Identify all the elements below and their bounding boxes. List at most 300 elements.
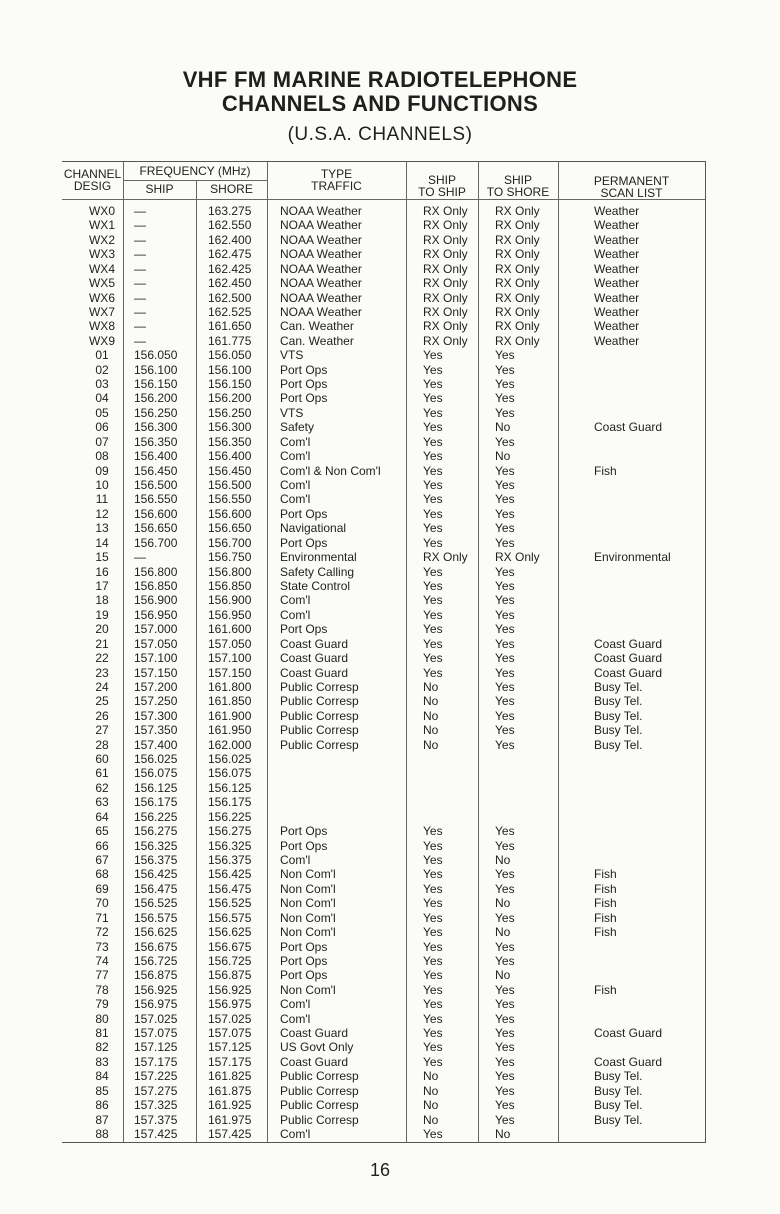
channel-desig-cell: 66 — [95, 838, 109, 853]
ship-frequency-cell: 157.200 — [134, 679, 178, 694]
traffic-type-cell: Non Com'l — [280, 896, 336, 911]
channel-desig-cell: 24 — [95, 679, 109, 694]
ship-frequency-cell: — — [134, 232, 146, 247]
shore-frequency-cell: 162.425 — [208, 261, 252, 276]
ship-to-shore-cell: Yes — [495, 1011, 515, 1026]
ship-to-ship-cell: No — [423, 1083, 439, 1098]
shore-frequency-cell: 156.075 — [208, 766, 252, 781]
scan-list-cell: Coast Guard — [594, 636, 663, 651]
header-type — [267, 168, 406, 192]
header-type-line2: TRAFFIC — [311, 179, 362, 193]
shore-frequency-cell: 161.900 — [208, 708, 252, 723]
shore-frequency-cell: 157.025 — [208, 1011, 252, 1026]
traffic-type-cell: VTS — [280, 405, 304, 420]
ship-frequency-cell: 156.725 — [134, 953, 178, 968]
table-row — [62, 666, 705, 680]
channel-desig-cell: 83 — [95, 1054, 109, 1069]
table-row — [62, 391, 705, 405]
ship-to-ship-cell: Yes — [423, 1127, 443, 1141]
table-row — [62, 766, 705, 780]
table-row — [62, 1055, 705, 1069]
table-row — [62, 593, 705, 607]
ship-frequency-cell: 156.500 — [134, 478, 178, 493]
shore-frequency-cell: 161.825 — [208, 1069, 252, 1084]
title-line-2: CHANNELS AND FUNCTIONS — [221, 91, 539, 116]
table-row — [62, 464, 705, 478]
traffic-type-cell: Non Com'l — [280, 982, 336, 997]
channel-desig-cell: 62 — [95, 780, 109, 795]
scan-list-cell: Fish — [594, 463, 617, 478]
ship-frequency-cell: 156.075 — [134, 766, 178, 781]
traffic-type-cell: Port Ops — [280, 953, 328, 968]
ship-frequency-cell: 156.600 — [134, 506, 178, 521]
ship-frequency-cell: 157.350 — [134, 723, 178, 738]
traffic-type-cell: Com'l — [280, 1127, 311, 1141]
ship-to-ship-cell: RX Only — [423, 550, 468, 565]
ship-to-ship-cell: No — [423, 1069, 439, 1084]
ship-to-shore-cell: Yes — [495, 521, 515, 536]
ship-to-shore-cell: Yes — [495, 651, 515, 666]
ship-to-ship-cell: RX Only — [423, 232, 468, 247]
table-row — [62, 824, 705, 838]
ship-to-shore-cell: No — [495, 925, 511, 940]
scan-list-cell: Fish — [594, 867, 617, 882]
traffic-type-cell: Port Ops — [280, 377, 328, 392]
ship-to-ship-cell: No — [423, 708, 439, 723]
table-row — [62, 997, 705, 1011]
ship-to-ship-cell: Yes — [423, 377, 443, 392]
scan-list-cell: Fish — [594, 896, 617, 911]
channel-desig-cell: 64 — [95, 809, 109, 824]
header-ship-to-ship — [406, 174, 478, 198]
title-line-1: VHF FM MARINE RADIOTELEPHONE — [182, 67, 578, 92]
ship-frequency-cell: 156.025 — [134, 752, 178, 767]
ship-to-shore-cell: Yes — [495, 1054, 515, 1069]
traffic-type-cell: Port Ops — [280, 622, 328, 637]
ship-to-shore-cell: Yes — [495, 434, 515, 449]
table-row — [62, 233, 705, 247]
shore-frequency-cell: 156.425 — [208, 867, 252, 882]
shore-frequency-cell: 156.275 — [208, 824, 252, 839]
channel-desig-cell: 15 — [95, 550, 109, 565]
shore-frequency-cell: 156.475 — [208, 881, 252, 896]
ship-to-ship-cell: Yes — [423, 1054, 443, 1069]
table-row — [62, 478, 705, 492]
ship-to-shore-cell: No — [495, 449, 511, 464]
table-row — [62, 795, 705, 809]
ship-frequency-cell: 156.900 — [134, 593, 178, 608]
table-row — [62, 377, 705, 391]
channel-desig-cell: 23 — [95, 665, 109, 680]
shore-frequency-cell: 156.100 — [208, 362, 252, 377]
ship-frequency-cell: 156.675 — [134, 939, 178, 954]
channel-desig-cell: WX4 — [88, 261, 115, 276]
shore-frequency-cell: 156.500 — [208, 478, 252, 493]
scan-list-cell: Coast Guard — [594, 420, 663, 435]
shore-frequency-cell: 161.925 — [208, 1098, 252, 1113]
ship-to-shore-cell: Yes — [495, 478, 515, 493]
channel-desig-cell: 08 — [95, 449, 109, 464]
scan-list-cell: Coast Guard — [594, 665, 663, 680]
ship-to-shore-cell: RX Only — [495, 304, 540, 319]
channel-desig-cell: 18 — [95, 593, 109, 608]
ship-to-ship-cell: Yes — [423, 564, 443, 579]
ship-to-shore-cell: Yes — [495, 1040, 515, 1055]
ship-frequency-cell: 157.100 — [134, 651, 178, 666]
traffic-type-cell: Com'l — [280, 593, 311, 608]
ship-frequency-cell: 157.150 — [134, 665, 178, 680]
traffic-type-cell: Safety Calling — [280, 564, 355, 579]
ship-to-shore-cell: Yes — [495, 622, 515, 637]
ship-to-ship-cell: RX Only — [423, 304, 468, 319]
ship-frequency-cell: — — [134, 276, 146, 291]
channel-desig-cell: 01 — [95, 348, 109, 363]
scan-list-cell: Fish — [594, 910, 617, 925]
ship-to-ship-cell: No — [423, 1112, 439, 1127]
ship-frequency-cell: — — [134, 290, 146, 305]
ship-frequency-cell: 157.300 — [134, 708, 178, 723]
channel-desig-cell: WX2 — [88, 232, 115, 247]
ship-frequency-cell: 156.475 — [134, 881, 178, 896]
table-row — [62, 940, 705, 954]
ship-to-ship-cell: Yes — [423, 939, 443, 954]
ship-to-shore-cell: RX Only — [495, 319, 540, 334]
traffic-type-cell: Coast Guard — [280, 651, 349, 666]
channel-desig-cell: 60 — [95, 752, 109, 767]
shore-frequency-cell: 156.025 — [208, 752, 252, 767]
ship-to-ship-cell: RX Only — [423, 204, 468, 218]
shore-frequency-cell: 157.075 — [208, 1026, 252, 1041]
channel-desig-cell: 61 — [95, 766, 109, 781]
ship-to-shore-cell: Yes — [495, 1026, 515, 1041]
traffic-type-cell: Coast Guard — [280, 636, 349, 651]
scan-list-cell: Coast Guard — [594, 1054, 663, 1069]
table-row — [62, 781, 705, 795]
ship-to-shore-cell: RX Only — [495, 276, 540, 291]
ship-frequency-cell: 156.875 — [134, 968, 178, 983]
channel-desig-cell: 82 — [95, 1040, 109, 1055]
ship-to-shore-cell: Yes — [495, 1112, 515, 1127]
ship-to-ship-cell: Yes — [423, 478, 443, 493]
table-row — [62, 608, 705, 622]
shore-frequency-cell: 161.875 — [208, 1083, 252, 1098]
shore-frequency-cell: 156.700 — [208, 535, 252, 550]
table-row — [62, 1012, 705, 1026]
scan-list-cell: Busy Tel. — [594, 1069, 643, 1084]
ship-to-shore-cell: No — [495, 420, 511, 435]
ship-to-ship-cell: Yes — [423, 852, 443, 867]
ship-to-shore-cell: Yes — [495, 679, 515, 694]
channel-desig-cell: WX0 — [88, 204, 115, 218]
header-scan-list — [558, 175, 705, 199]
table-row — [62, 262, 705, 276]
scan-list-cell: Busy Tel. — [594, 708, 643, 723]
ship-frequency-cell: 157.000 — [134, 622, 178, 637]
traffic-type-cell: Non Com'l — [280, 925, 336, 940]
traffic-type-cell: Public Corresp — [280, 1069, 359, 1084]
channel-desig-cell: WX5 — [88, 276, 115, 291]
shore-frequency-cell: 156.525 — [208, 896, 252, 911]
shore-frequency-cell: 162.400 — [208, 232, 252, 247]
scan-list-cell: Busy Tel. — [594, 1112, 643, 1127]
header-ship-to-ship-line2: TO SHIP — [418, 185, 466, 199]
traffic-type-cell: VTS — [280, 348, 304, 363]
channel-desig-cell: WX1 — [88, 218, 115, 233]
ship-to-ship-cell: RX Only — [423, 290, 468, 305]
ship-frequency-cell: 157.325 — [134, 1098, 178, 1113]
ship-to-shore-cell: Yes — [495, 535, 515, 550]
ship-to-shore-cell: Yes — [495, 1069, 515, 1084]
traffic-type-cell: Coast Guard — [280, 1026, 349, 1041]
ship-to-ship-cell: RX Only — [423, 319, 468, 334]
channel-desig-cell: WX9 — [88, 333, 115, 348]
channel-desig-cell: 71 — [95, 910, 109, 925]
header-channel-line2: DESIG — [73, 179, 112, 193]
table-row — [62, 406, 705, 420]
traffic-type-cell: Com'l & Non Com'l — [280, 463, 381, 478]
traffic-type-cell: Non Com'l — [280, 867, 336, 882]
page-number: 16 — [369, 1160, 391, 1180]
traffic-type-cell: Public Corresp — [280, 737, 359, 752]
table-row — [62, 305, 705, 319]
table-row — [62, 738, 705, 752]
table-row — [62, 983, 705, 997]
ship-to-ship-cell: Yes — [423, 362, 443, 377]
ship-frequency-cell: 156.700 — [134, 535, 178, 550]
traffic-type-cell: Public Corresp — [280, 723, 359, 738]
table-row — [62, 1098, 705, 1112]
ship-to-shore-cell: Yes — [495, 953, 515, 968]
scan-list-cell: Busy Tel. — [594, 723, 643, 738]
ship-to-shore-cell: Yes — [495, 506, 515, 521]
ship-to-shore-cell: Yes — [495, 463, 515, 478]
page-title — [0, 68, 760, 116]
channel-desig-cell: 77 — [95, 968, 109, 983]
channel-desig-cell: 03 — [95, 377, 109, 392]
ship-frequency-cell: — — [134, 261, 146, 276]
ship-frequency-cell: 156.100 — [134, 362, 178, 377]
table-row — [62, 925, 705, 939]
ship-to-shore-cell: Yes — [495, 578, 515, 593]
header-ship-to-ship-line1: SHIP — [427, 173, 456, 187]
ship-frequency-cell: 156.975 — [134, 997, 178, 1012]
scan-list-cell: Fish — [594, 881, 617, 896]
channel-desig-cell: 65 — [95, 824, 109, 839]
table-row — [62, 291, 705, 305]
channel-desig-cell: WX8 — [88, 319, 115, 334]
header-scan-line2: SCAN LIST — [600, 186, 663, 200]
ship-frequency-cell: — — [134, 550, 146, 565]
ship-frequency-cell: 157.050 — [134, 636, 178, 651]
ship-frequency-cell: 156.050 — [134, 348, 178, 363]
ship-to-shore-cell: Yes — [495, 564, 515, 579]
channel-desig-cell: 88 — [95, 1127, 109, 1141]
ship-to-shore-cell: Yes — [495, 405, 515, 420]
shore-frequency-cell: 156.650 — [208, 521, 252, 536]
traffic-type-cell: Port Ops — [280, 968, 328, 983]
ship-frequency-cell: 156.400 — [134, 449, 178, 464]
ship-frequency-cell: 156.550 — [134, 492, 178, 507]
ship-to-shore-cell: RX Only — [495, 232, 540, 247]
ship-frequency-cell: 156.575 — [134, 910, 178, 925]
channel-desig-cell: 67 — [95, 852, 109, 867]
shore-frequency-cell: 157.425 — [208, 1127, 252, 1141]
ship-frequency-cell: 156.350 — [134, 434, 178, 449]
shore-frequency-cell: 156.850 — [208, 578, 252, 593]
shore-frequency-cell: 161.800 — [208, 679, 252, 694]
ship-to-shore-cell: Yes — [495, 982, 515, 997]
ship-to-ship-cell: RX Only — [423, 218, 468, 233]
shore-frequency-cell: 161.950 — [208, 723, 252, 738]
shore-frequency-cell: 157.175 — [208, 1054, 252, 1069]
shore-frequency-cell: 157.125 — [208, 1040, 252, 1055]
ship-to-ship-cell: Yes — [423, 824, 443, 839]
scan-list-cell: Coast Guard — [594, 651, 663, 666]
table-row — [62, 853, 705, 867]
channel-desig-cell: 16 — [95, 564, 109, 579]
header-frequency: FREQUENCY (MHz) — [139, 164, 251, 178]
header-shore: SHORE — [210, 182, 253, 196]
ship-to-ship-cell: No — [423, 723, 439, 738]
shore-frequency-cell: 162.450 — [208, 276, 252, 291]
table-row — [62, 694, 705, 708]
traffic-type-cell: Port Ops — [280, 391, 328, 406]
ship-to-shore-cell: No — [495, 852, 511, 867]
channel-desig-cell: 73 — [95, 939, 109, 954]
table-row — [62, 1084, 705, 1098]
channel-desig-cell: 81 — [95, 1026, 109, 1041]
traffic-type-cell: Non Com'l — [280, 910, 336, 925]
ship-to-ship-cell: RX Only — [423, 247, 468, 262]
traffic-type-cell: NOAA Weather — [280, 261, 362, 276]
table-row — [62, 1040, 705, 1054]
channel-desig-cell: 13 — [95, 521, 109, 536]
table-row — [62, 276, 705, 290]
table-row — [62, 911, 705, 925]
ship-to-ship-cell: Yes — [423, 867, 443, 882]
ship-to-shore-cell: Yes — [495, 607, 515, 622]
ship-to-shore-cell: Yes — [495, 492, 515, 507]
ship-to-ship-cell: Yes — [423, 665, 443, 680]
traffic-type-cell: NOAA Weather — [280, 204, 362, 218]
shore-frequency-cell: 156.125 — [208, 780, 252, 795]
traffic-type-cell: NOAA Weather — [280, 247, 362, 262]
header-channel-line1: CHANNEL — [63, 167, 122, 181]
header-ship: SHIP — [145, 182, 174, 196]
traffic-type-cell: Port Ops — [280, 824, 328, 839]
traffic-type-cell: Public Corresp — [280, 1098, 359, 1113]
header-channel — [62, 168, 123, 192]
ship-to-shore-cell: Yes — [495, 348, 515, 363]
ship-to-ship-cell: Yes — [423, 578, 443, 593]
ship-to-shore-cell: RX Only — [495, 247, 540, 262]
channel-desig-cell: 28 — [95, 737, 109, 752]
traffic-type-cell: Port Ops — [280, 939, 328, 954]
channel-desig-cell: 06 — [95, 420, 109, 435]
table-row — [62, 1127, 705, 1141]
table-row — [62, 839, 705, 853]
ship-frequency-cell: 157.425 — [134, 1127, 178, 1141]
ship-to-ship-cell: Yes — [423, 348, 443, 363]
ship-to-ship-cell: Yes — [423, 925, 443, 940]
shore-frequency-cell: 157.050 — [208, 636, 252, 651]
shore-frequency-cell: 161.850 — [208, 694, 252, 709]
ship-to-shore-cell: RX Only — [495, 218, 540, 233]
table-row — [62, 536, 705, 550]
shore-frequency-cell: 162.525 — [208, 304, 252, 319]
ship-to-ship-cell: Yes — [423, 449, 443, 464]
traffic-type-cell: US Govt Only — [280, 1040, 354, 1055]
table-row — [62, 622, 705, 636]
ship-frequency-cell: 156.125 — [134, 780, 178, 795]
header-ship-to-shore-line1: SHIP — [503, 173, 532, 187]
traffic-type-cell: Non Com'l — [280, 881, 336, 896]
shore-frequency-cell: 161.650 — [208, 319, 252, 334]
traffic-type-cell: Com'l — [280, 492, 311, 507]
ship-to-ship-cell: Yes — [423, 1040, 443, 1055]
ship-to-ship-cell: Yes — [423, 896, 443, 911]
header-ship-to-shore — [478, 174, 558, 198]
shore-frequency-cell: 156.350 — [208, 434, 252, 449]
shore-frequency-cell: 156.900 — [208, 593, 252, 608]
shore-frequency-cell: 156.600 — [208, 506, 252, 521]
ship-to-ship-cell: Yes — [423, 1026, 443, 1041]
ship-frequency-cell: 157.275 — [134, 1083, 178, 1098]
shore-frequency-cell: 156.725 — [208, 953, 252, 968]
traffic-type-cell: Can. Weather — [280, 319, 354, 334]
ship-frequency-cell: — — [134, 304, 146, 319]
ship-to-ship-cell: No — [423, 679, 439, 694]
shore-frequency-cell: 156.975 — [208, 997, 252, 1012]
ship-frequency-cell: 156.300 — [134, 420, 178, 435]
ship-to-shore-cell: Yes — [495, 636, 515, 651]
channel-desig-cell: 02 — [95, 362, 109, 377]
traffic-type-cell: NOAA Weather — [280, 232, 362, 247]
ship-to-ship-cell: Yes — [423, 1011, 443, 1026]
ship-to-ship-cell: RX Only — [423, 333, 468, 348]
ship-to-ship-cell: Yes — [423, 535, 443, 550]
table-row — [62, 435, 705, 449]
shore-frequency-cell: 157.100 — [208, 651, 252, 666]
scan-list-cell: Weather — [594, 218, 640, 233]
channel-desig-cell: 79 — [95, 997, 109, 1012]
table-row — [62, 968, 705, 982]
ship-to-ship-cell: Yes — [423, 492, 443, 507]
table-row — [62, 247, 705, 261]
ship-frequency-cell: 156.250 — [134, 405, 178, 420]
traffic-type-cell: Port Ops — [280, 535, 328, 550]
channel-desig-cell: 27 — [95, 723, 109, 738]
scan-list-cell: Weather — [594, 333, 640, 348]
ship-to-shore-cell: Yes — [495, 997, 515, 1012]
ship-to-ship-cell: No — [423, 737, 439, 752]
ship-frequency-cell: 156.175 — [134, 795, 178, 810]
table-row — [62, 579, 705, 593]
scan-list-cell: Weather — [594, 290, 640, 305]
table-row — [62, 867, 705, 881]
ship-to-ship-cell: RX Only — [423, 261, 468, 276]
ship-to-ship-cell: Yes — [423, 982, 443, 997]
shore-frequency-cell: 162.475 — [208, 247, 252, 262]
scan-list-cell: Busy Tel. — [594, 1083, 643, 1098]
channel-desig-cell: 05 — [95, 405, 109, 420]
ship-frequency-cell: — — [134, 204, 146, 218]
ship-frequency-cell: 156.275 — [134, 824, 178, 839]
table-row — [62, 1069, 705, 1083]
traffic-type-cell: Coast Guard — [280, 1054, 349, 1069]
ship-frequency-cell: 156.225 — [134, 809, 178, 824]
ship-frequency-cell: 156.525 — [134, 896, 178, 911]
